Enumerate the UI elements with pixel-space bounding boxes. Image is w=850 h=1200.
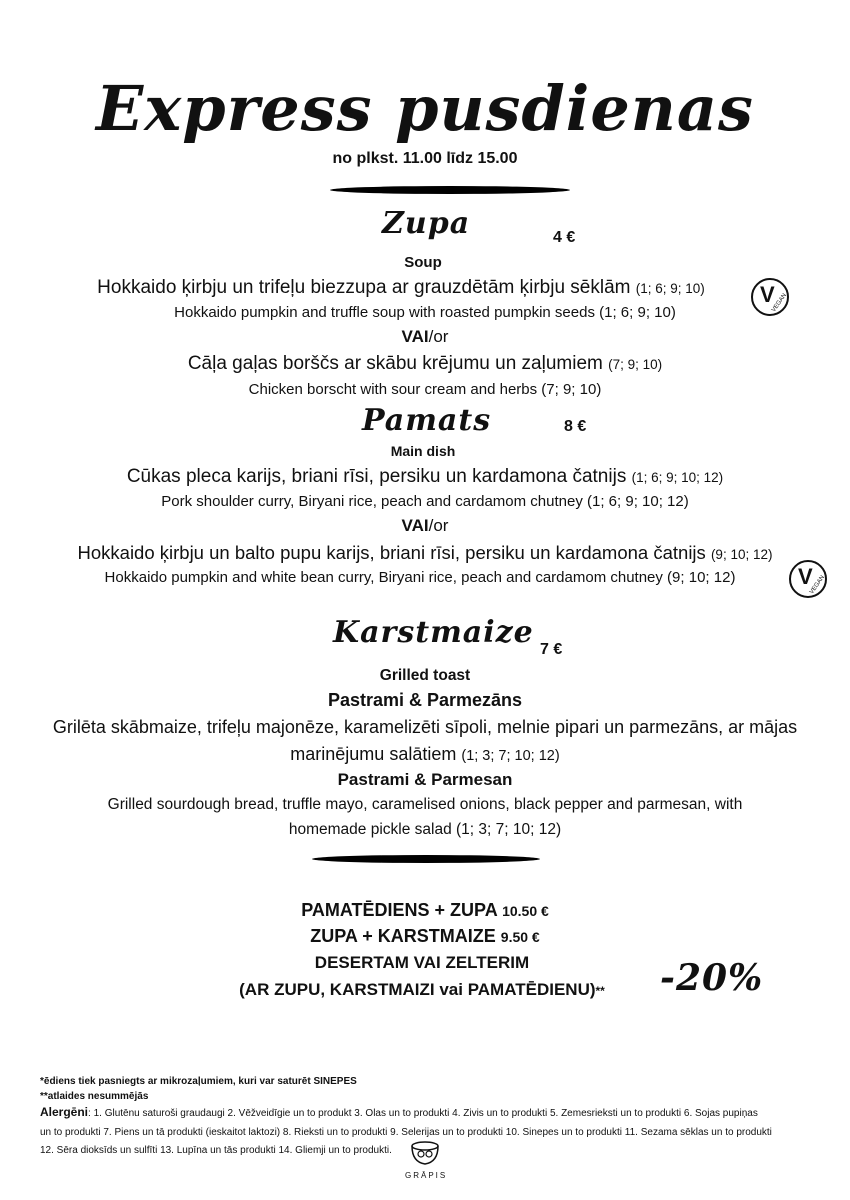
discount-badge: -20% (660, 957, 764, 999)
toast-desc-lv-1: Grilēta skābmaize, trifeļu majonēze, karamelizēti sīpoli, melnie pipari un parmezāns, ar mājas (52, 717, 798, 737)
main-item1-lv (0, 466, 850, 488)
soup-item2-lv-allergens: (7; 9; 10) (608, 357, 663, 372)
footer-allergens-lead: Alergēni (40, 1105, 89, 1119)
soup-or (0, 327, 850, 347)
logo-text: GRĀPIS (405, 1171, 448, 1180)
toast-desc-lv-2 (0, 744, 850, 765)
grapis-logo (405, 1140, 448, 1180)
combo4-mark: ** (595, 984, 605, 998)
footer-note2: **atlaides nesummējās (40, 1091, 149, 1102)
toast-price: 7 € (540, 641, 563, 658)
main-or-bold: VAI (401, 516, 429, 535)
footer-allergens-3: 12. Sēra dioksīds un sulfīti 13. Lupīna un tās produkti 14. Gliemji un to produkti. (40, 1145, 392, 1156)
combo2 (0, 926, 850, 947)
soup-item1-en: Hokkaido pumpkin and truffle soup with roasted pumpkin seeds (1; 6; 9; 10) (174, 304, 676, 321)
main-or (0, 516, 850, 536)
footer-allergens-2: un to produkti 7. Piens un tā produkti (ieskaitot laktozi) 8. Rieksti un to produkti 9. Selerijas un to produkti 10. Sinepes un to produkti 11. Sezama sēklas un to produkti (40, 1127, 772, 1138)
combo4-text: (AR ZUPU, KARSTMAIZI vai PAMATĒDIENU) (239, 980, 596, 999)
toast-name-lv: Pastrami & Parmezāns (327, 690, 523, 710)
combo3: DESERTAM VAI ZELTERIM (314, 953, 530, 972)
vegan-v-icon: V (798, 564, 813, 589)
main-item2-lv-text: Hokkaido ķirbju un balto pupu karijs, briani rīsi, persiku un kardamona čatnijs (77, 542, 706, 563)
main-item2-lv-allergens: (9; 10; 12) (710, 547, 773, 562)
toast-desc-en-2: homemade pickle salad (1; 3; 7; 10; 12) (288, 821, 562, 838)
main-item1-en: Pork shoulder curry, Biryani rice, peach and cardamom chutney (1; 6; 9; 10; 12) (161, 493, 689, 510)
main-item2-en: Hokkaido pumpkin and white bean curry, Biryani rice, peach and cardamom chutney (9; 10; 12) (104, 569, 736, 586)
divider-top (330, 186, 570, 194)
footer-note1: *ēdiens tiek pasniegts ar mikrozaļumiem, kuri var saturēt SINEPES (40, 1076, 357, 1087)
main-item2-lv (0, 542, 850, 564)
main-label: Main dish (390, 443, 456, 459)
toast-label: Grilled toast (379, 667, 471, 684)
vegan-v-icon: V (760, 282, 775, 307)
main-or-rest: /or (428, 516, 449, 535)
soup-item1-lv (0, 277, 826, 299)
soup-or-rest: /or (428, 327, 449, 346)
combo2-text: ZUPA + KARSTMAIZE (310, 926, 496, 946)
combo1-text: PAMATĒDIENS + ZUPA (301, 900, 498, 920)
footer-allergens-text1: : 1. Glutēnu saturoši graudaugi 2. Vēžveidīgie un to produkt 3. Olas un to produkti 4. Zivis un to produkti 5. Zemesrieksti un to produkti 6. Sojas pupiņas (88, 1108, 758, 1119)
vegan-text: VEGAN (771, 292, 788, 314)
combo1 (0, 900, 850, 921)
footer-allergens-1 (40, 1105, 820, 1121)
soup-item2-lv-text: Cāļa gaļas borščs ar skābu krējumu un zaļumiem (187, 353, 603, 374)
soup-item1-lv-text: Hokkaido ķirbju un trifeļu biezzupa ar grauzdētām ķirbju sēklām (97, 277, 631, 298)
main-price: 8 € (564, 418, 587, 435)
soup-or-bold: VAI (401, 327, 429, 346)
soup-heading: Zupa (382, 206, 471, 241)
main-heading: Pamats (362, 403, 492, 438)
toast-desc-en-1: Grilled sourdough bread, truffle mayo, caramelised onions, black pepper and parmesan, with (107, 796, 743, 813)
soup-item1-lv-allergens: (1; 6; 9; 10) (635, 281, 705, 296)
soup-item2-lv (0, 353, 850, 375)
divider-bottom (312, 855, 540, 863)
toast-name-en: Pastrami & Parmesan (337, 770, 513, 789)
vegan-badge-main (789, 560, 827, 598)
toast-desc-lv-2-text: marinējumu salātiem (290, 744, 457, 764)
soup-item2-en: Chicken borscht with sour cream and herbs (7; 9; 10) (248, 381, 602, 398)
menu-title: Express pusdienas (96, 72, 754, 145)
soup-price: 4 € (553, 229, 576, 246)
toast-desc-lv-allergens: (1; 3; 7; 10; 12) (461, 748, 560, 764)
main-item1-lv-text: Cūkas pleca karijs, briani rīsi, persiku un kardamona čatnijs (126, 466, 627, 487)
main-item1-lv-allergens: (1; 6; 9; 10; 12) (631, 470, 724, 485)
vegan-text: VEGAN (809, 574, 826, 596)
menu-hours: no plkst. 11.00 līdz 15.00 (332, 150, 518, 167)
pot-icon (405, 1140, 445, 1168)
combo1-price: 10.50 € (502, 903, 549, 919)
soup-label: Soup (404, 254, 442, 271)
combo2-price: 9.50 € (500, 929, 540, 945)
toast-heading: Karstmaize (333, 615, 534, 650)
